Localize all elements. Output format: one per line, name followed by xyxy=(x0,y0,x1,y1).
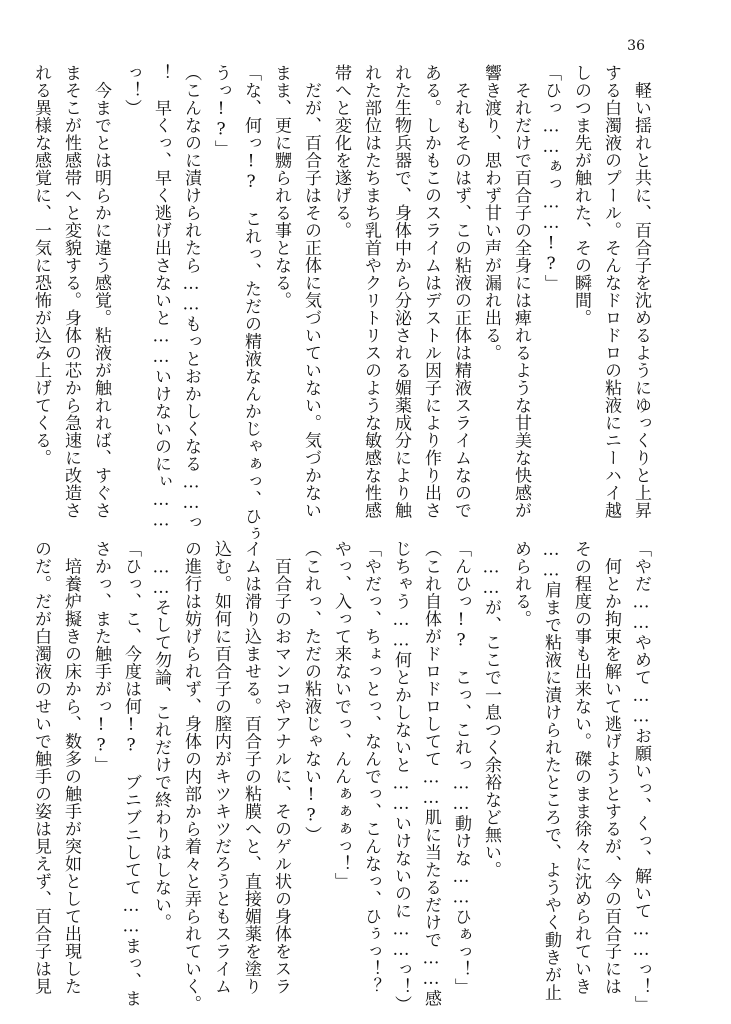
text-line: （こんなのに漬けられたら……もっとおかしくなる……っ xyxy=(181,64,201,531)
text-line: しのつま先が触れた、その瞬間。 xyxy=(571,64,591,327)
text-line: する白濁液のプール。そんなドロドロの粘液にニーハイ越 xyxy=(601,64,621,519)
text-line: それもそのはず、この粘液の正体は精液スライムなので xyxy=(451,64,471,519)
text-line: （これ自体がドロドロしてて……肌に当たるだけで……感 xyxy=(421,540,441,1007)
text-line: 帯へと変化を遂げる。 xyxy=(331,64,351,239)
text-line: れる異様な感覚に、一気に恐怖が込み上げてくる。 xyxy=(31,64,51,467)
page-number: 36 xyxy=(627,38,645,54)
text-line: ……肩まで粘液に漬けられたところで、ようやく動きが止 xyxy=(541,540,561,1001)
text-line: さかっ、また触手がっ!?」 xyxy=(91,540,111,774)
text-line: 「やだ……やめて……お願いっ、くっ、解いて……っ！」 xyxy=(631,540,651,1013)
text-line: のだ。だが白濁液のせいで触手の姿は見えず、百合子は見 xyxy=(31,540,51,995)
text-line: やっ、入って来ないでっ、んんぁぁぁっ！」 xyxy=(331,540,351,890)
text-line: イムは滑り込ませる。百合子の粘膜へと、直接媚薬を塗り xyxy=(241,540,261,995)
text-line: れた部位はたちまち乳首やクリトリスのような敏感な性感 xyxy=(361,64,381,519)
text-line: 培養炉擬きの床から、数多の触手が突如として出現した xyxy=(61,540,81,995)
text-line: （これっ、ただの粘液じゃない!?） xyxy=(301,540,321,844)
text-line: っ！） xyxy=(121,64,141,117)
text-line: その程度の事も出来ない。磔のまま徐々に沈められていき xyxy=(571,540,591,995)
text-line: ……そして勿論、これだけで終わりはしない。 xyxy=(151,540,171,931)
text-line: ある。しかもこのスライムはデストル因子により作り出さ xyxy=(421,64,441,519)
text-line: の進行は妨げられず、身体の内部から着々と弄られていく。 xyxy=(181,540,201,1013)
text-line: 込む。如何に百合子の膣内がキツキツだろうともスライム xyxy=(211,540,231,995)
text-line: 響き渡り、思わず甘い声が漏れ出る。 xyxy=(481,64,501,362)
text-line: だが、百合子はその正体に気づいていない。気づかない xyxy=(301,64,321,519)
lower-text-block xyxy=(26,540,656,1013)
upper-text-block xyxy=(26,64,656,543)
text-line: うっ!?」 xyxy=(211,64,231,158)
text-line: ！ 早くっ、早く逃げ出さないと……いけないのにぃ…… xyxy=(151,64,171,531)
text-line: 「な、何っ!? これっ、ただの精液なんかじゃぁっ、ひぅ xyxy=(241,64,261,543)
text-line: それだけで百合子の全身には痺れるような甘美な快感が xyxy=(511,64,531,519)
text-line: められる。 xyxy=(511,540,531,628)
text-line: れた生物兵器で、身体中から分泌される媚薬成分により触 xyxy=(391,64,411,519)
text-line: 軽い揺れと共に、百合子を沈めるようにゆっくりと上昇 xyxy=(631,64,651,519)
text-line: まま、更に嬲られる事となる。 xyxy=(271,64,291,309)
text-line: 「やだっ、ちょっとっ、なんでっ、こんなっ、ひぅっ！？ xyxy=(361,540,381,995)
text-line: 「ひっ……ぁっ……!?」 xyxy=(541,64,561,292)
text-line: 「んひっ!? こっ、これっ……動けな……ひぁっ！」 xyxy=(451,540,471,996)
text-line: ……が、ここで一息つく余裕など無い。 xyxy=(481,540,501,879)
text-line: 今までとは明らかに違う感覚。粘液が触れれば、すぐさ xyxy=(91,64,111,519)
text-line: じちゃう……何とかしないと……いけないのに……っ！） xyxy=(391,540,411,1013)
text-line: 百合子のおマンコやアナルに、そのゲル状の身体をスラ xyxy=(271,540,291,995)
text-line: 何とか拘束を解いて逃げようとするが、今の百合子には xyxy=(601,540,621,995)
text-line: まそこが性感帯へと変貌する。身体の芯から急速に改造さ xyxy=(61,64,81,519)
text-line: 「ひっ、こ、今度は何!? ブニブニしてて……まっ、ま xyxy=(121,540,141,1007)
